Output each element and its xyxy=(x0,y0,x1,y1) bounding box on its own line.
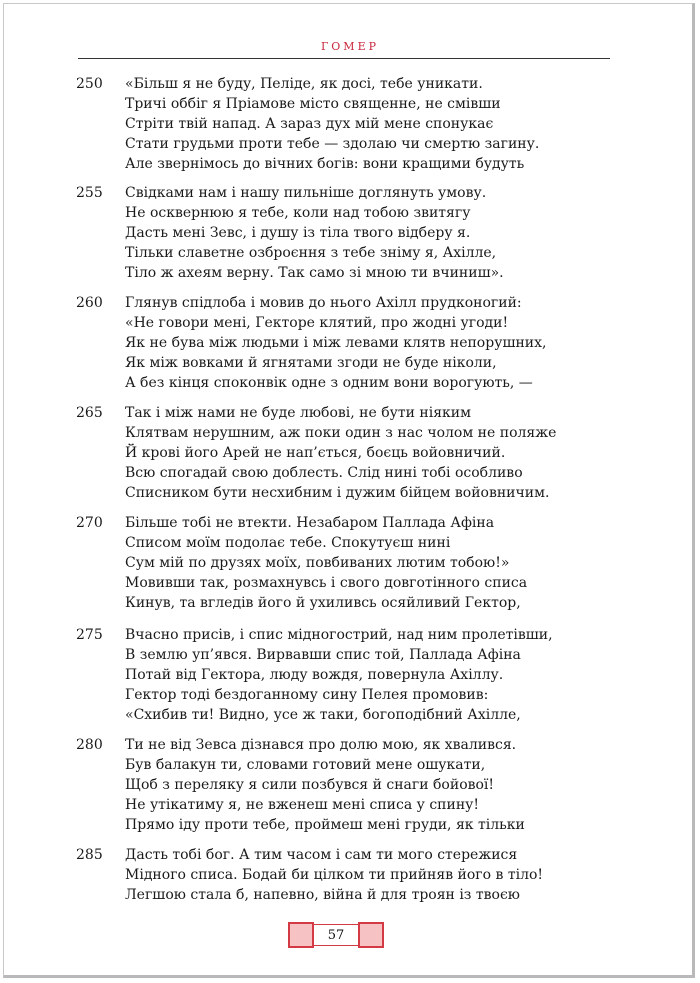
verse-line: Кинув, та вгледів його й ухиливсь осяйливий Гектор, xyxy=(125,595,521,611)
verse-line: Дасть тобі бог. А тим часом і сам ти мого стережися xyxy=(125,847,518,863)
verse-line: Свідками нам і нашу пильніше доглянуть умову. xyxy=(125,185,487,201)
verse-line: Легшою стала б, напевно, війна й для троян із твоєю xyxy=(125,887,520,903)
verse-line: Глянув спідлоба і мовив до нього Ахілл прудконогий: xyxy=(125,295,522,311)
header-rule xyxy=(78,58,610,59)
verse-line: Списником бути несхибним і дужим бійцем войовничим. xyxy=(125,485,550,501)
verse-line: Потай від Гектора, люду вождя, повернула Ахіллу. xyxy=(125,667,504,683)
verse-line: Прямо іду проти тебе, проймеш мені груди, як тільки xyxy=(125,817,525,833)
line-number: 255 xyxy=(76,185,103,201)
verse-line: Списом моїм подолає тебе. Спокутуєш нині xyxy=(125,535,451,551)
line-number: 265 xyxy=(76,405,103,421)
verse-line: Був балакун ти, словами готовий мене ошукати, xyxy=(125,757,486,773)
decorative-square-left xyxy=(288,922,314,948)
line-number: 250 xyxy=(76,76,103,92)
line-number: 270 xyxy=(76,515,103,531)
verse-line: Тільки славетне озброєння з тебе зніму я, Ахілле, xyxy=(125,245,497,261)
running-head: ГОМЕР xyxy=(321,40,379,53)
decorative-square-right xyxy=(358,922,384,948)
verse-line: В землю уп’явся. Вирвавши спис той, Паллада Афіна xyxy=(125,647,521,663)
verse-line: Тіло ж ахеям верну. Так само зі мною ти вчиниш». xyxy=(125,265,504,281)
verse-line: Сум мій по друзях моїх, повбиваних лютим тобою!» xyxy=(125,555,510,571)
verse-line: Гектор тоді бездоганному сину Пелея промовив: xyxy=(125,687,489,703)
verse-line: Стріти твій напад. А зараз дух мій мене спонукає xyxy=(125,116,494,132)
verse-line: «Не говори мені, Гекторе клятий, про жодні угоди! xyxy=(125,315,509,331)
page-footer xyxy=(288,922,384,948)
verse-line: «Більш я не буду, Пеліде, як досі, тебе уникати. xyxy=(125,76,483,92)
page-number: 57 xyxy=(314,924,358,946)
verse-line: Не утікатиму я, не вженеш мені списа у спину! xyxy=(125,797,480,813)
verse-line: Тричі оббіг я Пріамове місто священне, не смівши xyxy=(125,96,501,112)
verse-line: Вчасно присів, і спис мідногострий, над ним пролетівши, xyxy=(125,627,553,643)
verse-line: Клятвам нерушним, аж поки один з нас чолом не поляже xyxy=(125,425,557,441)
verse-line: Всю спогадай свою доблесть. Слід нині тобі особливо xyxy=(125,465,523,481)
verse-line: «Схибив ти! Видно, усе ж таки, богоподібний Ахілле, xyxy=(125,707,521,723)
verse-line: Як між вовками й ягнятами згоди не буде ніколи, xyxy=(125,355,497,371)
verse-line: Але звернімось до вічних богів: вони кращими будуть xyxy=(125,156,525,172)
verse-line: Ти не від Зевса дізнався про долю мою, як хвалився. xyxy=(125,737,517,753)
verse-line: Більше тобі не втекти. Незабаром Паллада Афіна xyxy=(125,515,495,531)
verse-line: Дасть мені Зевс, і душу із тіла твого відберу я. xyxy=(125,225,471,241)
verse-line: Стати грудьми проти тебе — здолаю чи смертю загину. xyxy=(125,136,540,152)
verse-line: Мовивши так, розмахнувсь і свого довготінного списа xyxy=(125,575,528,591)
verse-line: Як не бува між людьми і між левами клятв непорушних, xyxy=(125,335,547,351)
line-number: 275 xyxy=(76,627,103,643)
line-number: 260 xyxy=(76,295,103,311)
line-number: 280 xyxy=(76,737,103,753)
verse-line: А без кінця споконвік одне з одним вони ворогують, — xyxy=(125,375,533,391)
verse-line: Мідного списа. Бодай би цілком ти прийняв його в тіло! xyxy=(125,867,544,883)
verse-line: Не осквернюю я тебе, коли над тобою звитягу xyxy=(125,205,471,221)
line-number: 285 xyxy=(76,847,103,863)
verse-line: Щоб з переляку я сили позбувся й снаги бойової! xyxy=(125,777,495,793)
verse-line: Й крові його Арей не нап’ється, боєць войовничий. xyxy=(125,445,506,461)
verse-line: Так і між нами не буде любові, не бути ніяким xyxy=(125,405,472,421)
